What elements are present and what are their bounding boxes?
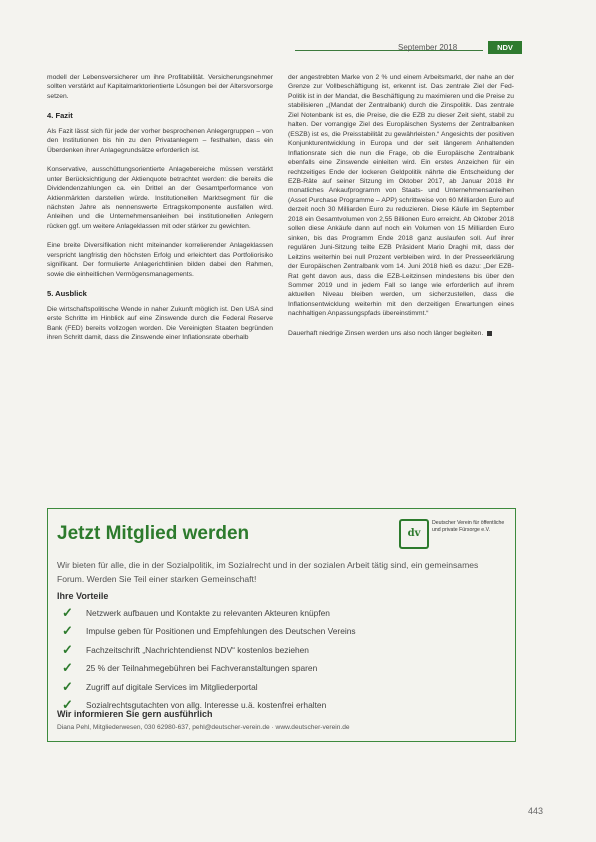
page-number: 443 bbox=[528, 806, 544, 816]
ad-intro: Wir bieten für alle, die in der Sozialpolitik, im Sozialrecht und in der sozialen Arbeit tätig sind, ein gemeinsames Forum. Werden Sie Teil einer starken Gemeinschaft! bbox=[57, 560, 479, 584]
benefits-list bbox=[62, 604, 482, 714]
dv-logo bbox=[399, 519, 504, 549]
benefit-text: Fachzeitschrift „Nachrichtendienst NDV“ kostenlos beziehen bbox=[86, 644, 309, 655]
end-of-article-mark bbox=[487, 331, 492, 336]
issue-date: September 2018 bbox=[398, 43, 458, 52]
membership-ad bbox=[47, 508, 516, 742]
checkmark-icon: ✓ bbox=[62, 623, 73, 639]
right-column bbox=[288, 73, 514, 348]
paragraph: Als Fazit lässt sich für jede der vorher besprochenen Anlegergruppen – von den Institutionen bis hin zu den Privatanlegern – festhalten, dass ein Überdenken ihrer Anlagegrundsätze erforderlich ist. bbox=[47, 127, 273, 154]
checkmark-icon: ✓ bbox=[62, 605, 73, 620]
paragraph: modell der Lebensversicherer um ihre Profitabilität. Versicherungsnehmer sollten verstärkt auf Kapitalmarktorientierte Lösungen bei der Altersvorsorge setzen. bbox=[47, 74, 273, 100]
benefit-item bbox=[62, 604, 482, 622]
checkmark-icon: ✓ bbox=[62, 678, 73, 694]
closing-text: Dauerhaft niedrige Zinsen werden uns also noch länger begleiten. bbox=[288, 329, 484, 337]
benefit-item bbox=[62, 641, 482, 659]
paragraph: Die wirtschaftspolitische Wende in naher Zukunft möglich ist. Den USA sind erste Schritte im Hinblick auf eine Zinswende durch die Federal Reserve Bank (FED) bereits vollzogen worden. Die Vereinigten Staaten begründen ihren Schritt damit, dass die Zinswende einer Inflationsrate oberhalb bbox=[47, 305, 273, 341]
ad-title: Jetzt Mitglied werden bbox=[57, 523, 250, 544]
benefit-text: Sozialrechtsgutachten von allg. Interesse u.ä. kostenfrei erhalten bbox=[86, 699, 327, 710]
journal-tag: NDV bbox=[488, 41, 522, 54]
benefit-text: Zugriff auf digitale Services im Mitgliederportal bbox=[86, 681, 258, 692]
dv-logo-mark: dv bbox=[399, 519, 429, 549]
dv-logo-text: Deutscher Verein für öffentliche und private Fürsorge e.V. bbox=[432, 520, 505, 533]
page-header bbox=[0, 40, 596, 54]
benefit-item bbox=[62, 659, 482, 677]
benefit-item bbox=[62, 622, 482, 640]
paragraph: der angestrebten Marke von 2 % und einem Arbeitsmarkt, der nahe an der Grenze zur Vollbeschäftigung ist, erkennt ist. Das zentrale Ziel der Fed-Politik ist in der Mandat, die Beschäftigung zu maximieren und die Preise zu stabilisieren „(Mandat der Zentralbank) durch die Zinspolitik. Das zentrale Ziel Notenbank ist es, die Preise, die die EZB zu dieser Zeit sieht, stabil zu halten. Der vorrangige Ziel des Europäischen Systems der Zentralbanken (ESZB) ist es, die Preisstabilität zu gewährleisten.“ Angesichts der positiven Konjunkturentwicklung in Europa und der seit längerem Anhaltenden Inflationsrate sich die nun die Frage, ob die Europäische Zentralbank ebenfalls eine Zinswende einleiten wird. Ein erstes Anzeichen für ein rechtzeitiges Ende der lockeren Geldpolitik nährte die Entscheidung der EZB-Räte auf seiner Sitzung im Oktober 2017, ab Januar 2018 ihr monatliches Ankaufprogramm von Staats- und Unternehmensanleihen (Asset Purchase Programme – APP) schrittweise von 60 Milliarden Euro auf derzeit noch 30 Milliarden Euro zu reduzieren. Diese Käufe im September 2018 ein Gesamtvolumen von 2,55 Billionen Euro erreicht. Ab Oktober 2018 sollen diese Ankäufe dann auf noch ein Volumen von 15 Milliarden Euro sinken, bis das Programm Ende 2018 ganz auslaufen soll. Auf ihrer regulären Juni-Sitzung teilte EZB Präsident Mario Draghi mit, dass der Leitzins weiterhin bei null Prozent verbleiben wird. In der Presseerklärung der Europäischen Zentralbank vom 14. Juni 2018 hieß es dazu: „Der EZB-Rat geht davon aus, dass die EZB-Leitzinsen mindestens bis über den Sommer 2019 und in jedem Fall so lange wie erforderlich auf ihrem aktuellen Niveau bleiben werden, um sicherzustellen, dass die Inflationsentwicklung weiterhin mit den derzeitigen Erwartungen eines nachhaltigen Anpassungspfads übereinstimmt.“ bbox=[288, 74, 514, 318]
checkmark-icon: ✓ bbox=[62, 660, 73, 676]
benefits-heading: Ihre Vorteile bbox=[57, 591, 109, 601]
benefit-text: Impulse geben für Positionen und Empfehlungen des Deutschen Vereins bbox=[86, 626, 356, 637]
section-heading-fazit: 4. Fazit bbox=[47, 111, 73, 121]
left-column bbox=[47, 73, 273, 352]
paragraph: Eine breite Diversifikation nicht miteinander korrelierender Anlageklassen verspricht langfristig den höchsten Erfolg und erleichtert das Portfoliorisiko signifikant. Der formulierte Anlagerichtlinien bilden dabei den Rahmen, sowie die einheitlichen Vermögensmanagements. bbox=[47, 242, 273, 278]
info-heading: Wir informieren Sie gern ausführlich bbox=[57, 709, 213, 719]
contact-line: Diana Pehl, Mitgliederwesen, 030 62980-637, pehl@deutscher-verein.de · www.deutscher-verein.de bbox=[57, 724, 350, 731]
checkmark-icon: ✓ bbox=[62, 641, 73, 657]
benefit-text: 25 % der Teilnahmegebühren bei Fachveranstaltungen sparen bbox=[86, 663, 318, 674]
benefit-text: Netzwerk aufbauen und Kontakte zu relevanten Akteuren knüpfen bbox=[86, 608, 330, 618]
benefit-item bbox=[62, 678, 482, 696]
checkmark-icon: ✓ bbox=[62, 696, 73, 712]
section-heading-ausblick: 5. Ausblick bbox=[47, 289, 87, 299]
paragraph: Konservative, ausschüttungsorientierte Anlagebereiche müssen verstärkt unter Berücksichtigung der Aktienquote betrachtet werden: die bereits die Dividendenzahlungen ca. ein Drittel an der Gesamtperformance von Aktienmärkten darstellen würde. Institutionellen Marktsegment für die nächsten Jahre als nennenswerte Ertragskomponente ausfallen wird. Anleihen und die Unternehmensanleihen bei institutionellen Anlegern rücken ggf. um weitere Anlageklassen mit oder stärker zu gewichten. bbox=[47, 166, 273, 230]
closing-paragraph bbox=[288, 329, 514, 338]
